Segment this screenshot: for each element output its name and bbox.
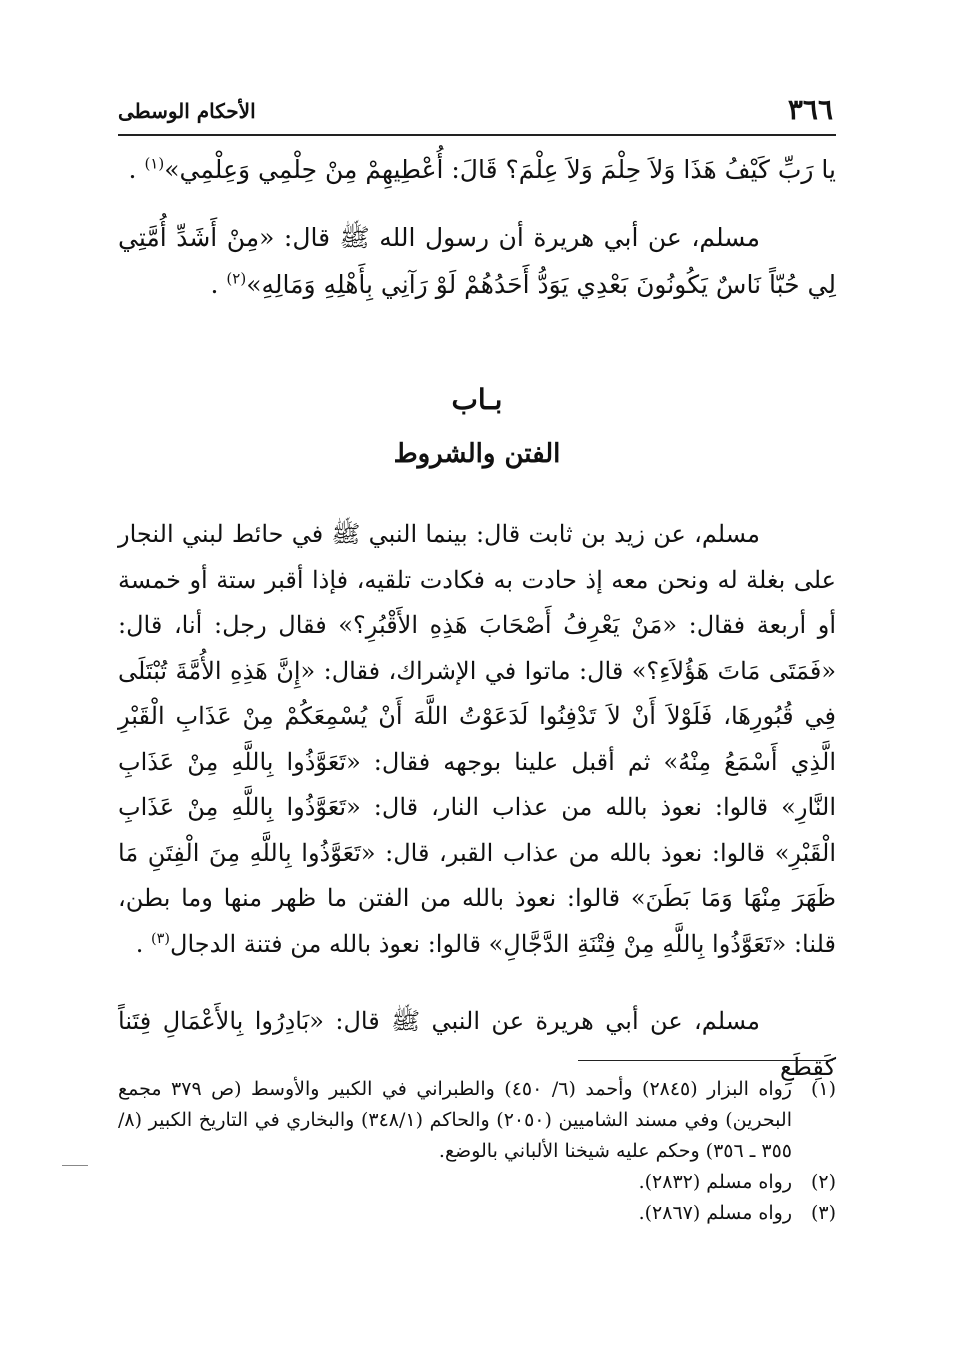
footnote-number: (٣) [810, 1202, 836, 1224]
hadith-grave-text: مسلم، عن زيد بن ثابت قال: بينما النبي ﷺ في حائط لبني النجار على بغلة له ونحن معه إذ حادت به فكادت تلقيه، فإذا أقبر ستة أو خمسة أو أربعة فقال: «مَنْ يَعْرِفُ أَصْحَابَ هَذِهِ الأَقْبُرِ؟» فقال رجل: أنا، قال: «فَمَتَى مَاتَ هَؤُلاَءِ؟» قال: ماتوا في الإشراك، فقال: «إِنَّ هَذِهِ الأُمَّةَ تُبْتَلَى فِي قُبُورِهَا، فَلَوْلاَ أَنْ لاَ تَدْفِنُوا لَدَعَوْتُ اللَّهَ أَنْ يُسْمِعَكُمْ مِنْ عَذَابِ الْقَبْرِ الَّذِي أَسْمَعُ مِنْهُ» ثم أقبل علينا بوجهه فقال: «تَعَوَّذُوا بِاللَّهِ مِنْ عَذَابِ النَّارِ» قالوا: نعوذ بالله من عذاب النار، قال: «تَعَوَّذُوا بِاللَّهِ مِنْ عَذَابِ الْقَبْرِ» قالوا: نعوذ بالله من عذاب القبر، قال: «تَعَوَّذُوا بِاللَّهِ مِنَ الْفِتَنِ مَا ظَهَرَ مِنْهَا وَمَا بَطَنَ» قالوا: نعوذ بالله من الفتن ما ظهر منها وما بطن، قلنا: «تَعَوَّذُوا بِاللَّهِ مِنْ فِتْنَةِ الدَّجَّالِ» قالوا: نعوذ بالله من فتنة الدجال [118, 520, 836, 958]
footnote-number: (١) [810, 1078, 836, 1100]
chapter-bab-heading: بـاب [451, 383, 503, 416]
hadith-deeds-text: مسلم، عن أبي هريرة عن النبي ﷺ قال: «بَادِرُوا بِالأَعْمَالِ فِتَناً كَقِطَعِ [118, 1007, 836, 1081]
hadith-love-text: مسلم، عن أبي هريرة أن رسول الله ﷺ قال: «مِنْ أَشَدِّ أُمَّتِي لِي حُبّاً نَاسٌ يَكُونُونَ بَعْدِي يَوَدُّ أَحَدُهُمْ لَوْ رَآنِي بِأَهْلِهِ وَمَالِهِ» [118, 223, 836, 299]
footnote-text: رواه البزار (٢٨٤٥) وأحمد (٦/ ٤٥٠) والطبراني في الكبير والأوسط (ص ٣٧٩ مجمع البحرين) وفي مسند الشاميين (٢٠٥٠) والحاكم (٣٤٨/١) والبخاري في التاريخ الكبير (٨/ ٣٥٥ ـ ٣٥٦) وحكم عليه شيخنا الألباني بالوضع. [118, 1078, 792, 1162]
page-number: ٣٦٦ [787, 93, 833, 126]
footnote-3 [118, 1198, 836, 1229]
footnote-1 [118, 1074, 836, 1167]
footnote-ref-2: (٢) [226, 269, 247, 288]
footnote-ref-3: (٣) [151, 930, 170, 947]
footnote-text: رواه مسلم (٢٨٦٧). [638, 1202, 792, 1224]
continuation-paragraph [118, 146, 836, 193]
footnote-number: (٢) [810, 1171, 836, 1193]
footnote-text: رواه مسلم (٢٨٣٢). [638, 1171, 792, 1193]
continuation-line: يا رَبِّ كَيْفُ هَذَا وَلاَ حِلْمَ وَلاَ عِلْمَ؟ قَالَ: أُعْطِيهِمْ مِنْ حِلْمِي وَعِلْمِي»$^{(١)}$ . [128, 154, 836, 184]
footnote-2 [118, 1167, 836, 1198]
margin-mark [62, 1165, 88, 1166]
footnotes [118, 1074, 836, 1229]
header-rule [118, 134, 836, 136]
running-title: الأحكام الوسطى [118, 99, 256, 123]
footnote-ref-1: (١) [144, 154, 165, 173]
hadith-love-paragraph: مسلم، عن أبي هريرة أن رسول الله ﷺ قال: «مِنْ أَشَدِّ أُمَّتِي لِي حُبّاً نَاسٌ يَكُونُونَ بَعْدِي يَوَدُّ أَحَدُهُمْ لَوْ رَآنِي بِأَهْلِهِ وَمَالِهِ»$^{(٢)}$ . [118, 223, 836, 299]
hadith-grave-paragraph: مسلم، عن زيد بن ثابت قال: بينما النبي ﷺ في حائط لبني النجار على بغلة له ونحن معه إذ حادت به فكادت تلقيه، فإذا أقبر ستة أو خمسة أو أربعة فقال: «مَنْ يَعْرِفُ أَصْحَابَ هَذِهِ الأَقْبُرِ؟» فقال رجل: أنا، قال: «فَمَتَى مَاتَ هَؤُلاَءِ؟» قال: ماتوا في الإشراك، فقال: «إِنَّ هَذِهِ الأُمَّةَ تُبْتَلَى فِي قُبُورِهَا، فَلَوْلاَ أَنْ لاَ تَدْفِنُوا لَدَعَوْتُ اللَّهَ أَنْ يُسْمِعَكُمْ مِنْ عَذَابِ الْقَبْرِ الَّذِي أَسْمَعُ مِنْهُ» ثم أقبل علينا بوجهه فقال: «تَعَوَّذُوا بِاللَّهِ مِنْ عَذَابِ النَّارِ» قالوا: نعوذ بالله من عذاب النار، قال: «تَعَوَّذُوا بِاللَّهِ مِنْ عَذَابِ الْقَبْرِ» قالوا: نعوذ بالله من عذاب القبر، قال: «تَعَوَّذُوا بِاللَّهِ مِنَ الْفِتَنِ مَا ظَهَرَ مِنْهَا وَمَا بَطَنَ» قالوا: نعوذ بالله من الفتن ما ظهر منها وما بطن، قلنا: «تَعَوَّذُوا بِاللَّهِ مِنْ فِتْنَةِ الدَّجَّالِ» قالوا: نعوذ بالله من فتنة الدجال$^{(٣)}$ . [118, 520, 836, 958]
page-header [118, 92, 833, 132]
footnote-separator [578, 1060, 833, 1061]
chapter-title: الفتن والشروط [393, 439, 561, 469]
